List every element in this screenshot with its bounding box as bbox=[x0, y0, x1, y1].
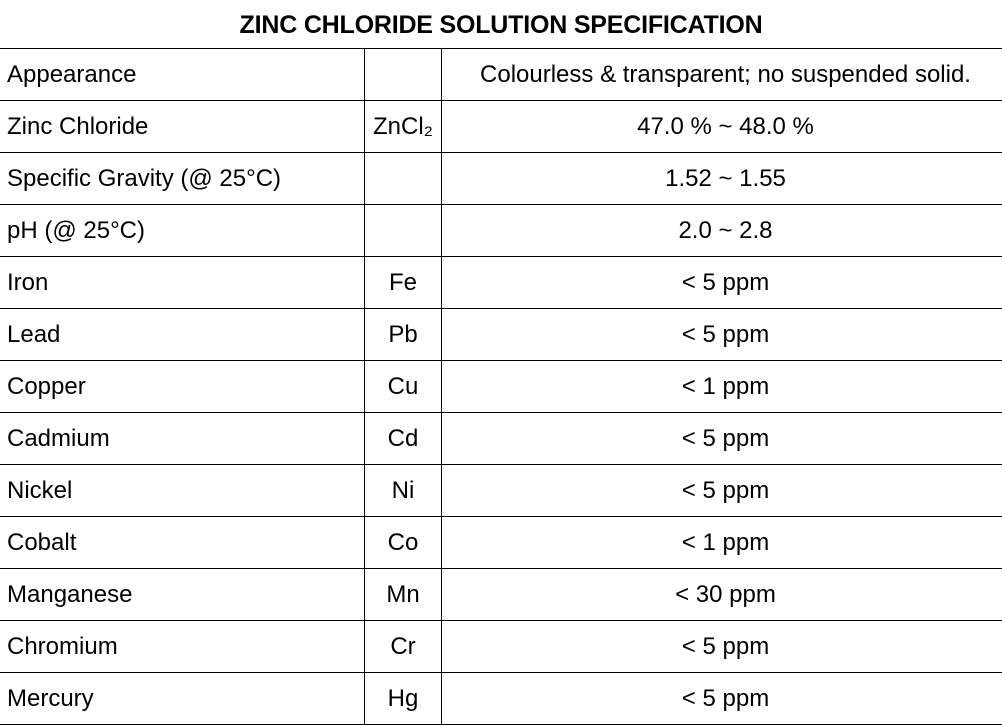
table-row bbox=[0, 569, 1002, 621]
spec-value: < 5 ppm bbox=[442, 673, 1002, 725]
property-name: Chromium bbox=[0, 621, 365, 673]
chemical-symbol: Mn bbox=[365, 569, 442, 621]
property-name: Cobalt bbox=[0, 517, 365, 569]
property-name: Appearance bbox=[0, 49, 365, 101]
property-name: Specific Gravity (@ 25°C) bbox=[0, 153, 365, 205]
spec-value: < 30 ppm bbox=[442, 569, 1002, 621]
spec-value: < 5 ppm bbox=[442, 465, 1002, 517]
spec-value: 1.52 ~ 1.55 bbox=[442, 153, 1002, 205]
property-name: Mercury bbox=[0, 673, 365, 725]
table-row bbox=[0, 309, 1002, 361]
chemical-symbol: Ni bbox=[365, 465, 442, 517]
chemical-symbol: Co bbox=[365, 517, 442, 569]
spec-value: < 5 ppm bbox=[442, 309, 1002, 361]
chemical-symbol: ZnCl₂ bbox=[365, 101, 442, 153]
chemical-symbol bbox=[365, 49, 442, 101]
property-name: Nickel bbox=[0, 465, 365, 517]
chemical-symbol: Pb bbox=[365, 309, 442, 361]
spec-value: < 5 ppm bbox=[442, 621, 1002, 673]
table-row bbox=[0, 361, 1002, 413]
chemical-symbol: Cd bbox=[365, 413, 442, 465]
table-row bbox=[0, 49, 1002, 101]
chemical-symbol: Cr bbox=[365, 621, 442, 673]
spec-value: < 1 ppm bbox=[442, 517, 1002, 569]
spec-value: Colourless & transparent; no suspended solid. bbox=[442, 49, 1002, 101]
table-row bbox=[0, 101, 1002, 153]
chemical-symbol bbox=[365, 153, 442, 205]
property-name: pH (@ 25°C) bbox=[0, 205, 365, 257]
table-row bbox=[0, 621, 1002, 673]
property-name: Zinc Chloride bbox=[0, 101, 365, 153]
table-row bbox=[0, 465, 1002, 517]
page-title: ZINC CHLORIDE SOLUTION SPECIFICATION bbox=[239, 11, 763, 39]
chemical-symbol bbox=[365, 205, 442, 257]
table-row bbox=[0, 517, 1002, 569]
spec-value: < 1 ppm bbox=[442, 361, 1002, 413]
chemical-symbol: Cu bbox=[365, 361, 442, 413]
property-name: Cadmium bbox=[0, 413, 365, 465]
property-name: Lead bbox=[0, 309, 365, 361]
spec-value: < 5 ppm bbox=[442, 257, 1002, 309]
specification-table bbox=[0, 48, 1002, 725]
spec-value: 47.0 % ~ 48.0 % bbox=[442, 101, 1002, 153]
table-row bbox=[0, 413, 1002, 465]
property-name: Copper bbox=[0, 361, 365, 413]
spec-value: 2.0 ~ 2.8 bbox=[442, 205, 1002, 257]
table-row bbox=[0, 153, 1002, 205]
table-row bbox=[0, 257, 1002, 309]
chemical-symbol: Fe bbox=[365, 257, 442, 309]
table-row bbox=[0, 205, 1002, 257]
property-name: Iron bbox=[0, 257, 365, 309]
table-row bbox=[0, 673, 1002, 725]
spec-value: < 5 ppm bbox=[442, 413, 1002, 465]
property-name: Manganese bbox=[0, 569, 365, 621]
chemical-symbol: Hg bbox=[365, 673, 442, 725]
